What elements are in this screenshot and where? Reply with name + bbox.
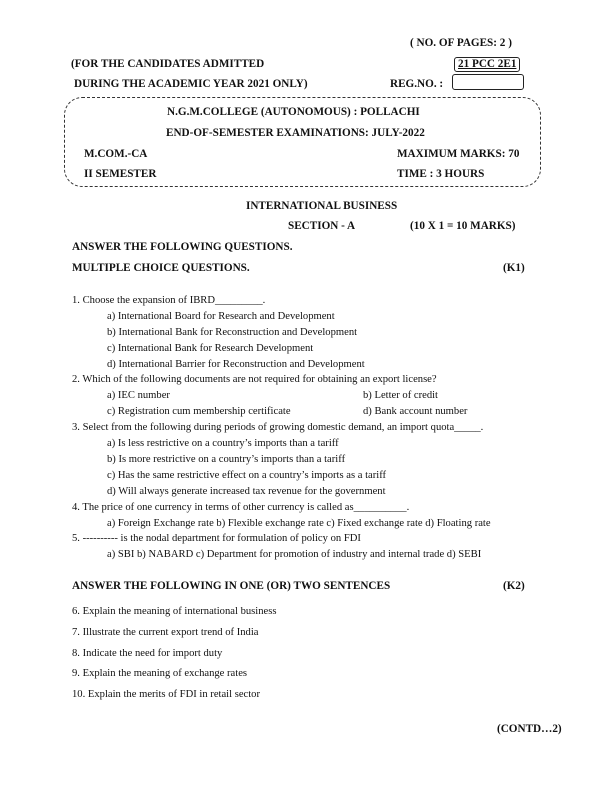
semester: II SEMESTER xyxy=(84,168,157,180)
section-title: SECTION - A xyxy=(288,220,356,232)
question-5-options: a) SBI b) NABARD c) Department for promotion of industry and internal trade d) SEBI xyxy=(107,549,482,560)
question-1-option-b: b) International Bank for Reconstruction and Development xyxy=(107,327,358,338)
continued-note: (CONTD…2) xyxy=(497,723,562,735)
mcq-level: (K1) xyxy=(503,262,525,274)
maximum-marks: MAXIMUM MARKS: 70 xyxy=(397,148,520,160)
question-4-options: a) Foreign Exchange rate b) Flexible exchange rate c) Fixed exchange rate d) Floating rate xyxy=(107,518,491,529)
subject-title: INTERNATIONAL BUSINESS xyxy=(246,200,398,212)
question-2-option-d: d) Bank account number xyxy=(363,406,468,417)
question-3: 3. Select from the following during periods of growing domestic demand, an import quota_____. xyxy=(72,422,484,433)
question-1: 1. Choose the expansion of IBRD_________. xyxy=(72,295,266,306)
question-9: 9. Explain the meaning of exchange rates xyxy=(72,668,248,679)
question-6: 6. Explain the meaning of international business xyxy=(72,606,277,617)
exam-duration: TIME : 3 HOURS xyxy=(397,168,485,180)
paper-code: 21 PCC 2E1 xyxy=(454,57,520,72)
question-2-option-b: b) Letter of credit xyxy=(363,390,438,401)
instruction: ANSWER THE FOLLOWING QUESTIONS. xyxy=(72,241,293,253)
question-1-option-a: a) International Board for Research and Development xyxy=(107,311,335,322)
question-1-option-c: c) International Bank for Research Development xyxy=(107,343,314,354)
reg-no-label: REG.NO. : xyxy=(390,78,444,90)
exam-title: END-OF-SEMESTER EXAMINATIONS: JULY-2022 xyxy=(166,127,425,139)
question-1-option-d: d) International Barrier for Reconstruction and Development xyxy=(107,359,365,370)
candidates-admitted-line1: (FOR THE CANDIDATES ADMITTED xyxy=(71,58,265,70)
candidates-admitted-line2: DURING THE ACADEMIC YEAR 2021 ONLY) xyxy=(74,78,308,90)
section-marks: (10 X 1 = 10 MARKS) xyxy=(410,220,516,232)
short-answer-heading: ANSWER THE FOLLOWING IN ONE (OR) TWO SENTENCES xyxy=(72,580,391,592)
no-of-pages: ( NO. OF PAGES: 2 ) xyxy=(410,37,512,49)
short-answer-level: (K2) xyxy=(503,580,525,592)
reg-no-field xyxy=(452,74,524,90)
question-3-option-b: b) Is more restrictive on a country’s imports than a tariff xyxy=(107,454,346,465)
question-3-option-d: d) Will always generate increased tax revenue for the government xyxy=(107,486,386,497)
question-2: 2. Which of the following documents are not required for obtaining an export license? xyxy=(72,374,437,385)
question-3-option-c: c) Has the same restrictive effect on a country’s imports as a tariff xyxy=(107,470,387,481)
question-8: 8. Indicate the need for import duty xyxy=(72,648,223,659)
question-10: 10. Explain the merits of FDI in retail sector xyxy=(72,689,260,700)
mcq-heading: MULTIPLE CHOICE QUESTIONS. xyxy=(72,262,250,274)
question-2-option-c: c) Registration cum membership certificate xyxy=(107,406,291,417)
college-name: N.G.M.COLLEGE (AUTONOMOUS) : POLLACHI xyxy=(167,106,420,118)
question-7: 7. Illustrate the current export trend of India xyxy=(72,627,259,638)
question-3-option-a: a) Is less restrictive on a country’s imports than a tariff xyxy=(107,438,339,449)
question-2-option-a: a) IEC number xyxy=(107,390,170,401)
question-5: 5. ---------- is the nodal department for formulation of policy on FDI xyxy=(72,533,361,544)
question-4: 4. The price of one currency in terms of other currency is called as__________. xyxy=(72,502,410,513)
course-name: M.COM.-CA xyxy=(84,148,148,160)
